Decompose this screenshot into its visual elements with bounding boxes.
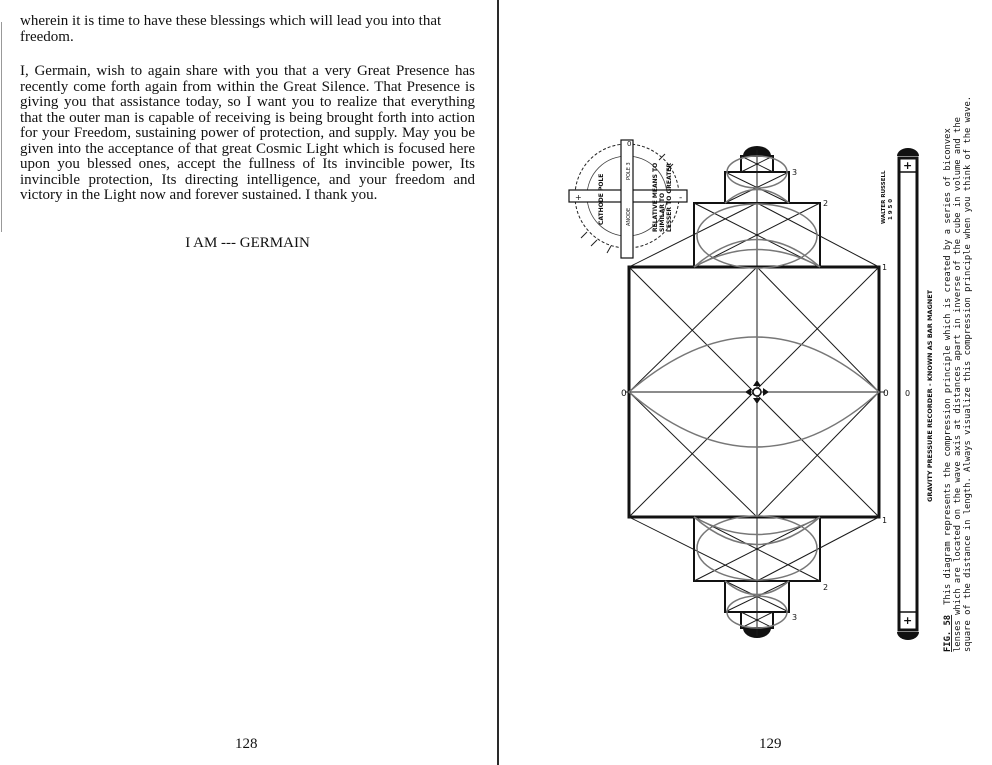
page-number-right: 129: [759, 736, 782, 752]
caption-line-2: lenses which are located on the wave axis at distances apart in inverse of the cube in volume and the: [953, 117, 963, 652]
bar-plus-top: +: [903, 159, 913, 172]
bar-zero: 0: [905, 389, 911, 398]
bar-magnet: [897, 148, 934, 640]
paragraph-body: I, Germain, wish to again share with you that a very Great Presence has recently come forth again from within the Great Silence. That Presence is giving you that assistance today, so I want you to realize that everything that the outer man is capable of receiving is being brought forth into action for your Freedom, sustaining power of protection, and supply. May you be given into the acceptance of that great Cosmic Light which is focused here upon you blessed ones, accept the fullness of Its invincible power, Its invincible protection, Its directing intelligence, and your freedom and victory in the Light now and forever sustained. I thank you.: [20, 63, 475, 203]
caption-line-1: [943, 128, 953, 652]
bar-plus-bottom: +: [903, 614, 913, 627]
right-page: [499, 0, 992, 765]
inset-pole-3: POLE 3: [626, 162, 632, 180]
mark-zero-right: 0: [883, 389, 889, 399]
inset-anode: ANODE: [626, 207, 632, 226]
mark-zero-left: 0: [621, 389, 627, 399]
mark-two-bottom: 2: [823, 583, 829, 592]
mark-one-bottom: 1: [882, 516, 888, 525]
caption-line-3: square of the distance in length. Always visualize this compression principle when you think of the wave.: [963, 95, 973, 652]
author-name: WALTER RUSSELL: [881, 170, 887, 224]
figure-58-diagram: [499, 0, 992, 700]
mark-two-top: 2: [823, 199, 829, 208]
mark-three-bottom: 3: [792, 613, 798, 622]
inset-relative-2: SIMILAR TO: [659, 192, 666, 232]
paragraph-continuation: wherein it is time to have these blessings which will lead you into that freedom.: [20, 13, 442, 45]
author-credit: [881, 170, 894, 224]
inset-plus: +: [575, 193, 582, 202]
inset-cathode-pole: CATHODE POLE: [598, 173, 605, 225]
inset-bar-vertical: [621, 140, 633, 258]
mark-three-top: 3: [792, 168, 798, 177]
bar-top-cap: [897, 148, 919, 156]
caption-fig-label: FIG. 58: [943, 614, 953, 652]
inset-relative-3: LESSER TO GREATER: [666, 162, 673, 232]
inset-zero: 0: [627, 140, 632, 148]
page-number-left: 128: [235, 736, 258, 752]
author-year: 1 9 5 0: [888, 198, 894, 220]
polarity-inset: [569, 140, 687, 258]
page-edge-mark: [1, 22, 2, 232]
figure-caption: [943, 96, 973, 652]
signature-line: I AM --- GERMAIN: [185, 235, 310, 251]
mark-one-top: 1: [882, 263, 888, 272]
diagonal-line: [757, 517, 879, 581]
bar-label: GRAVITY PRESSURE RECORDER - KNOWN AS BAR MAGNET: [926, 289, 934, 502]
center-point: [753, 388, 761, 396]
caption-line-1-text: This diagram represents the compression principle which is created by a series of biconvex: [943, 128, 953, 605]
inset-relative-1: RELATIVE MEANS TO: [652, 162, 659, 232]
diagonal-line: [757, 203, 879, 267]
inset-minus: -: [679, 193, 683, 203]
bar-bottom-cap: [897, 632, 919, 640]
